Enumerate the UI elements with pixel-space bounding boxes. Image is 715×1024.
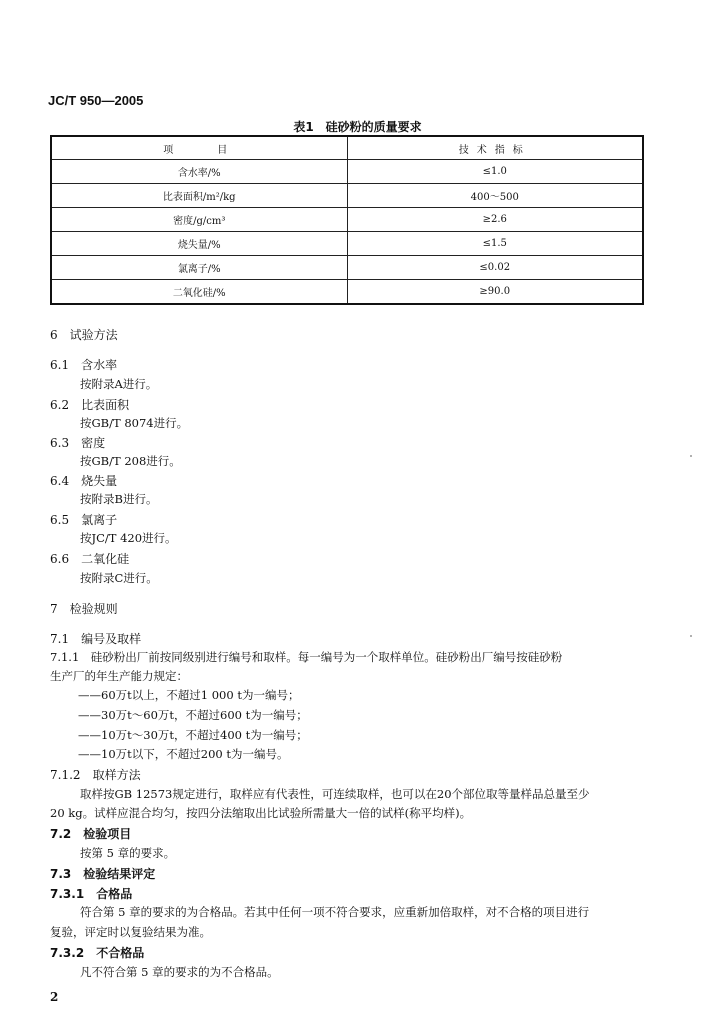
clause-title: 检验项目: [83, 827, 132, 841]
clause-title: 氯离子: [81, 513, 118, 527]
table-row: [51, 256, 643, 280]
clause-title: 编号及取样: [81, 632, 142, 646]
subsection-7-2-heading: [50, 825, 131, 842]
clause-number: 6.5: [50, 513, 70, 527]
clause-title: 含水率: [81, 358, 118, 372]
clause-7-3-1-heading: [50, 885, 132, 902]
clause-7-1-2-line1: 取样按GB 12573规定进行，取样应有代表性，可连续取样，也可以在20个部位取等量样品总量至少: [80, 787, 590, 801]
clause-title: 二氧化硅: [81, 552, 130, 566]
row-spec: 400～500: [347, 184, 643, 208]
clause-number: 7.2: [50, 827, 72, 841]
scan-speck: [690, 455, 692, 457]
clause-title: 取样方法: [92, 768, 141, 782]
subsection-6-4-text: 按附录B进行。: [80, 492, 158, 506]
row-spec: ≤1.0: [347, 160, 643, 184]
row-item: 烧失量/%: [51, 232, 347, 256]
quality-requirements-table: [50, 135, 644, 305]
clause-number: 6.2: [50, 398, 70, 412]
table-row: [51, 160, 643, 184]
clause-7-1-2-heading: [50, 766, 141, 783]
clause-number: 7.3.1: [50, 887, 85, 901]
row-item: 氯离子/%: [51, 256, 347, 280]
standard-code: JC/T 950—2005: [48, 93, 144, 108]
column-header-item: 项 目: [51, 136, 347, 160]
list-item: ——10万t～30万t，不超过400 t为一编号；: [78, 728, 308, 742]
subsection-7-3-heading: [50, 865, 155, 882]
clause-title: 不合格品: [96, 946, 145, 960]
subsection-6-1-heading: [50, 356, 117, 373]
row-item: 二氧化硅/%: [51, 280, 347, 305]
scan-speck: [690, 635, 692, 637]
clause-7-3-2-heading: [50, 944, 144, 961]
table-row: [51, 280, 643, 305]
subsection-6-3-text: 按GB/T 208进行。: [80, 454, 181, 468]
table-row: [51, 184, 643, 208]
clause-7-3-1-line1: 符合第 5 章的要求的为合格品。若其中任何一项不符合要求，应重新加倍取样，对不合格的项目进行: [80, 905, 590, 919]
clause-7-3-2-text: 凡不符合第 5 章的要求的为不合格品。: [80, 965, 279, 979]
subsection-7-1-heading: [50, 630, 141, 647]
row-item: 比表面积/m²/kg: [51, 184, 347, 208]
clause-number: 6.1: [50, 358, 70, 372]
list-item: ——10万t以下，不超过200 t为一编号。: [78, 747, 289, 761]
clause-number: 7.1.1: [50, 650, 80, 664]
clause-number: 7.3.2: [50, 946, 85, 960]
clause-title: 检验结果评定: [83, 867, 156, 881]
row-spec: ≤0.02: [347, 256, 643, 280]
section-6-heading: 6 试验方法: [50, 328, 118, 342]
section-7-heading: 7 检验规则: [50, 602, 118, 616]
subsection-6-6-heading: [50, 550, 129, 567]
subsection-6-2-text: 按GB/T 8074进行。: [80, 416, 189, 430]
table-header-row: [51, 136, 643, 160]
subsection-6-5-heading: [50, 511, 117, 528]
subsection-6-6-text: 按附录C进行。: [80, 571, 158, 585]
page-number: 2: [50, 990, 59, 1004]
column-header-spec: 技术指标: [347, 136, 643, 160]
clause-title: 合格品: [96, 887, 133, 901]
list-item: ——30万t～60万t，不超过600 t为一编号；: [78, 708, 308, 722]
row-item: 密度/g/cm³: [51, 208, 347, 232]
clause-number: 7.3: [50, 867, 72, 881]
row-spec: ≥90.0: [347, 280, 643, 305]
list-item: ——60万t以上，不超过1 000 t为一编号；: [78, 688, 300, 702]
clause-title: 比表面积: [81, 398, 130, 412]
clause-7-3-1-line2: 复验，评定时以复验结果为准。: [50, 925, 211, 939]
clause-title: 密度: [81, 436, 106, 450]
clause-7-1-1-line1: 7.1.1 硅砂粉出厂前按同级别进行编号和取样。每一编号为一个取样单位。硅砂粉出厂编号按硅砂粉: [50, 650, 563, 664]
row-item: 含水率/%: [51, 160, 347, 184]
clause-number: 6.4: [50, 474, 70, 488]
subsection-6-5-text: 按JC/T 420进行。: [80, 531, 177, 545]
row-spec: ≥2.6: [347, 208, 643, 232]
table-title: 表1 硅砂粉的质量要求: [293, 120, 422, 134]
table-row: [51, 208, 643, 232]
clause-number: 7.1: [50, 632, 70, 646]
table-row: [51, 232, 643, 256]
subsection-6-4-heading: [50, 472, 117, 489]
clause-7-1-2-line2: 20 kg。试样应混合均匀，按四分法缩取出比试验所需量大一倍的试样(称平均样)。: [50, 806, 472, 820]
clause-number: 6.3: [50, 436, 70, 450]
clause-number: 6.6: [50, 552, 70, 566]
subsection-7-2-text: 按第 5 章的要求。: [80, 846, 176, 860]
clause-7-1-1-line2: 生产厂的年生产能力规定：: [50, 669, 188, 683]
row-spec: ≤1.5: [347, 232, 643, 256]
clause-number: 7.1.2: [50, 768, 81, 782]
subsection-6-3-heading: [50, 434, 105, 451]
subsection-6-1-text: 按附录A进行。: [80, 377, 158, 391]
clause-title: 烧失量: [81, 474, 118, 488]
subsection-6-2-heading: [50, 396, 129, 413]
